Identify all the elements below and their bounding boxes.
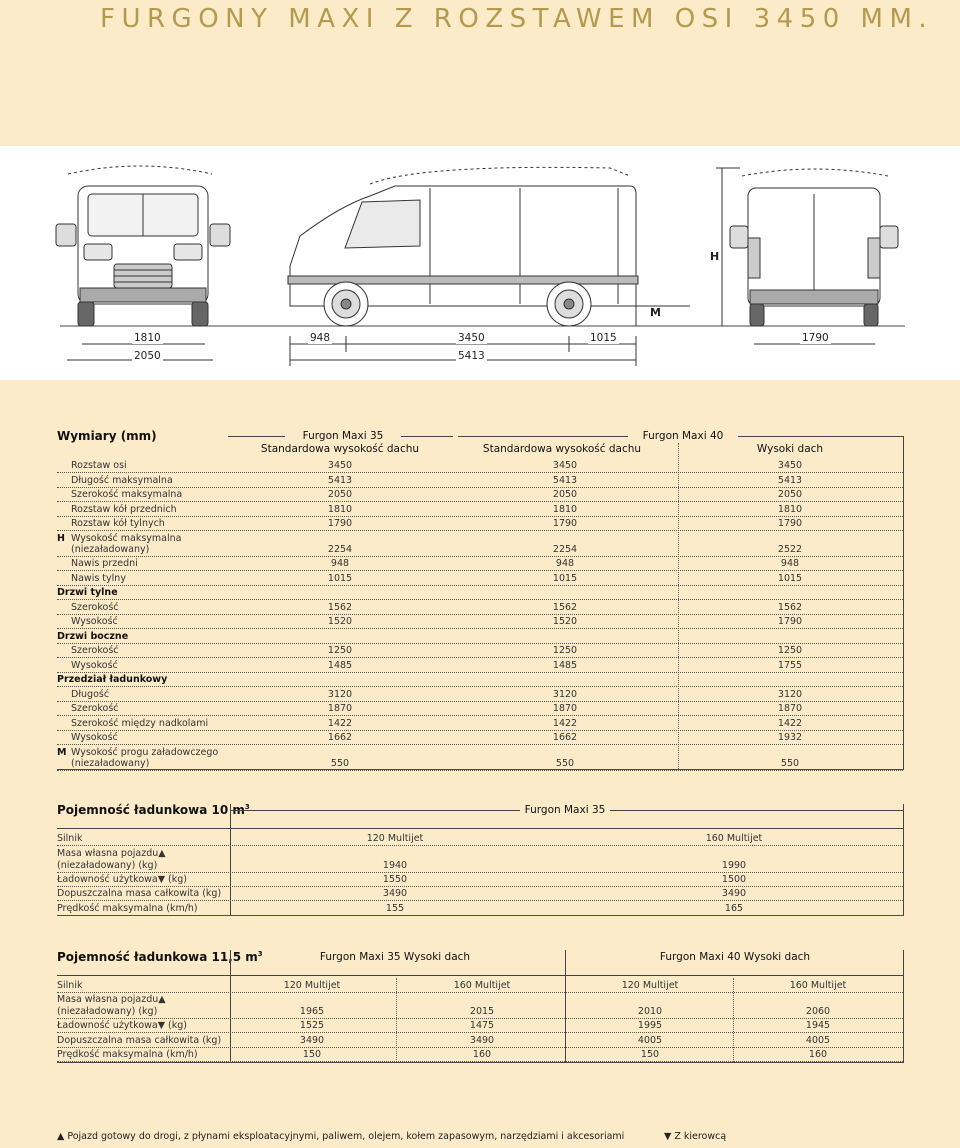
table-cell: 1932	[777, 732, 803, 743]
table-cell: 4005	[805, 1035, 831, 1046]
row-divider	[57, 643, 903, 644]
row-label: Dopuszczalna masa całkowita (kg)	[57, 888, 222, 899]
page-title: FURGONY MAXI Z ROZSTAWEM OSI 3450 MM.	[100, 4, 934, 34]
row-divider	[57, 585, 903, 586]
row-label: Silnik	[57, 833, 83, 844]
row-label: Ładowność użytkowa▼ (kg)	[57, 874, 187, 885]
row-label: Nawis przedni	[71, 558, 138, 569]
table-cell: 3120	[327, 688, 353, 700]
table-cell: 5413	[552, 474, 578, 486]
table-cell: 160 Multijet	[705, 833, 763, 844]
table-cell: 3450	[552, 460, 578, 471]
table-cell: 1422	[327, 717, 353, 729]
table-cell: 3450	[777, 460, 803, 471]
row-divider	[57, 992, 903, 993]
table-cell: 1810	[327, 503, 353, 515]
table-cell: 550	[555, 757, 575, 769]
table1-group1: Furgon Maxi 35	[285, 430, 401, 442]
table-cell: 5413	[327, 474, 353, 486]
table-cell: 1562	[777, 601, 803, 613]
table-cell: 2522	[777, 543, 803, 555]
table-cell: 2015	[469, 1006, 495, 1017]
table-cell: 4005	[637, 1035, 663, 1046]
row-divider	[57, 686, 903, 687]
table1-col2: Standardowa wysokość dachu	[482, 443, 642, 455]
table-cell: 1870	[327, 703, 353, 714]
table-cell: 550	[330, 757, 350, 769]
dim-rear-overhang: 1015	[590, 332, 617, 344]
table3-group2: Furgon Maxi 40 Wysoki dach	[659, 951, 811, 963]
row-label: Wysokość	[71, 732, 118, 743]
row-divider	[57, 570, 903, 571]
table-cell: 1755	[777, 659, 803, 671]
table-cell: 1520	[327, 616, 353, 627]
row-label: Silnik	[57, 980, 83, 991]
van-drawing-svg	[0, 146, 960, 380]
table-cell: 2254	[327, 543, 353, 555]
row-label: Prędkość maksymalna (km/h)	[57, 1049, 198, 1060]
row-divider	[57, 1047, 903, 1048]
table-cell: 1790	[777, 616, 803, 627]
row-divider	[57, 900, 903, 901]
table-cell: 1500	[721, 874, 747, 885]
table-cell: 3490	[469, 1035, 495, 1046]
row-label: Rozstaw osi	[71, 460, 127, 471]
row-divider	[57, 556, 903, 557]
table-cell: 1810	[777, 503, 803, 515]
footnote-2: ▼ Z kierowcą	[664, 1131, 727, 1142]
table-cell: 3450	[327, 460, 353, 471]
table-cell: 1995	[637, 1020, 663, 1031]
table-cell: 948	[555, 558, 575, 569]
row-label-2: (niezaładowany) (kg)	[57, 1006, 158, 1017]
row-label: Szerokość	[71, 601, 119, 613]
table-cell: 1562	[552, 601, 578, 613]
row-divider	[57, 1032, 903, 1033]
row-divider	[57, 845, 903, 846]
row-divider	[57, 701, 903, 702]
row-label: Szerokość	[71, 703, 119, 714]
front-view	[56, 166, 230, 326]
row-divider	[57, 599, 903, 600]
rear-view	[716, 168, 898, 326]
table-cell: 948	[780, 558, 800, 569]
table-cell: 1485	[327, 659, 353, 671]
table-cell: 5413	[777, 474, 803, 486]
table-cell: 1475	[469, 1020, 495, 1031]
dim-wheelbase: 3450	[458, 332, 485, 344]
row-divider	[57, 657, 903, 658]
table1-group2: Furgon Maxi 40	[628, 430, 738, 442]
row-divider	[57, 886, 903, 887]
table-cell: 3490	[299, 1035, 325, 1046]
table-cell: 1945	[805, 1020, 831, 1031]
row-label: Prędkość maksymalna (km/h)	[57, 903, 198, 914]
table-cell: 3120	[552, 688, 578, 700]
table-cell: 1870	[777, 703, 803, 714]
row-divider	[57, 628, 903, 629]
dim-label-h: H	[710, 250, 720, 263]
table-cell: 550	[780, 757, 800, 769]
table-cell: 1940	[382, 860, 408, 871]
row-divider	[57, 1018, 903, 1019]
row-label: Nawis tylny	[71, 572, 126, 584]
row-mark: M	[57, 746, 67, 758]
row-mark: H	[57, 532, 65, 544]
row-label: Rozstaw kół przednich	[71, 503, 177, 515]
row-divider	[57, 516, 903, 517]
section-title: Drzwi tylne	[57, 587, 118, 598]
table-cell: 165	[724, 903, 744, 914]
table-cell: 2010	[637, 1006, 663, 1017]
table-cell: 150	[640, 1049, 660, 1060]
row-label-2: (niezaładowany)	[71, 543, 150, 555]
row-label: Długość maksymalna	[71, 474, 173, 486]
table-cell: 2060	[805, 1006, 831, 1017]
table-cell: 1525	[299, 1020, 325, 1031]
row-label: Masa własna pojazdu▲	[57, 994, 166, 1005]
table2-heading: Pojemność ładunkowa 10 $m^3$	[57, 803, 250, 817]
table1-col1: Standardowa wysokość dachu	[260, 443, 420, 455]
table-cell: 1562	[327, 601, 353, 613]
table1-heading: Wymiary (mm)	[57, 429, 157, 443]
footnote-1: ▲ Pojazd gotowy do drogi, z płynami eksploatacyjnymi, paliwem, olejem, kołem zapasowym, narzędziami i akcesoriami	[57, 1131, 625, 1142]
table-cell: 1422	[552, 717, 578, 729]
row-divider	[57, 1061, 903, 1062]
row-divider	[57, 501, 903, 502]
table-cell: 1790	[777, 518, 803, 529]
table2-group: Furgon Maxi 35	[520, 804, 610, 816]
row-divider	[57, 730, 903, 731]
row-label: Rozstaw kół tylnych	[71, 518, 165, 529]
side-view	[288, 167, 690, 326]
table-cell: 3490	[382, 888, 408, 899]
table-cell: 1810	[552, 503, 578, 515]
row-label: Wysokość maksymalna	[71, 532, 182, 544]
table-cell: 150	[302, 1049, 322, 1060]
table-cell: 948	[330, 558, 350, 569]
row-divider	[57, 487, 903, 488]
dim-front-width: 2050	[134, 350, 161, 362]
table-cell: 160 Multijet	[453, 980, 511, 991]
table-cell: 160 Multijet	[789, 980, 847, 991]
row-label: Wysokość progu załadowczego	[71, 746, 219, 758]
table-cell: 1662	[327, 732, 353, 743]
row-label: Szerokość między nadkolami	[71, 717, 209, 729]
table-cell: 1015	[552, 572, 578, 584]
table-cell: 120 Multijet	[366, 833, 424, 844]
row-divider	[57, 672, 903, 673]
dim-front-track: 1810	[134, 332, 161, 344]
table-cell: 1015	[327, 572, 353, 584]
row-divider	[57, 614, 903, 615]
dim-length: 5413	[458, 350, 485, 362]
table-cell: 160	[472, 1049, 492, 1060]
table-cell: 1422	[777, 717, 803, 729]
table-cell: 1662	[552, 732, 578, 743]
table-cell: 2050	[552, 489, 578, 500]
table-cell: 160	[808, 1049, 828, 1060]
table-cell: 1990	[721, 860, 747, 871]
row-divider	[57, 872, 903, 873]
vehicle-drawing	[0, 146, 960, 380]
row-label: Długość	[71, 688, 110, 700]
row-label-2: (niezaładowany) (kg)	[57, 860, 158, 871]
row-label: Wysokość	[71, 659, 118, 671]
table-cell: 1965	[299, 1006, 325, 1017]
table-cell: 3120	[777, 688, 803, 700]
row-label: Masa własna pojazdu▲	[57, 848, 166, 859]
section-title: Drzwi boczne	[57, 630, 129, 642]
row-label: Dopuszczalna masa całkowita (kg)	[57, 1035, 222, 1046]
row-divider	[57, 715, 903, 716]
section-title: Przedział ładunkowy	[57, 674, 168, 685]
table-cell: 1790	[327, 518, 353, 529]
row-divider	[57, 530, 903, 531]
row-divider	[57, 770, 903, 771]
table-cell: 2050	[327, 489, 353, 500]
table-cell: 1250	[327, 645, 353, 656]
row-label: Ładowność użytkowa▼ (kg)	[57, 1020, 187, 1031]
row-divider	[57, 472, 903, 473]
table-cell: 1790	[552, 518, 578, 529]
dim-rear-track: 1790	[802, 332, 829, 344]
table-cell: 1870	[552, 703, 578, 714]
table-cell: 3490	[721, 888, 747, 899]
table-cell: 2254	[552, 543, 578, 555]
table-cell: 1250	[777, 645, 803, 656]
table-cell: 155	[385, 903, 405, 914]
table-cell: 1520	[552, 616, 578, 627]
table-cell: 120 Multijet	[621, 980, 679, 991]
table3-group1: Furgon Maxi 35 Wysoki dach	[319, 951, 471, 963]
table1-col3: Wysoki dach	[756, 443, 824, 455]
table-cell: 1250	[552, 645, 578, 656]
row-label-2: (niezaładowany)	[71, 757, 150, 769]
row-divider	[57, 915, 903, 916]
table-cell: 1550	[382, 874, 408, 885]
dim-front-overhang: 948	[310, 332, 331, 344]
table-cell: 120 Multijet	[283, 980, 341, 991]
table-cell: 1015	[777, 572, 803, 584]
table-cell: 1485	[552, 659, 578, 671]
row-label: Szerokość	[71, 645, 119, 656]
row-label: Wysokość	[71, 616, 118, 627]
row-divider	[57, 744, 903, 745]
table3-heading: Pojemność ładunkowa 11,5 $m^3$	[57, 950, 263, 964]
row-label: Szerokość maksymalna	[71, 489, 183, 500]
dim-label-m: M	[650, 306, 661, 319]
table-cell: 2050	[777, 489, 803, 500]
